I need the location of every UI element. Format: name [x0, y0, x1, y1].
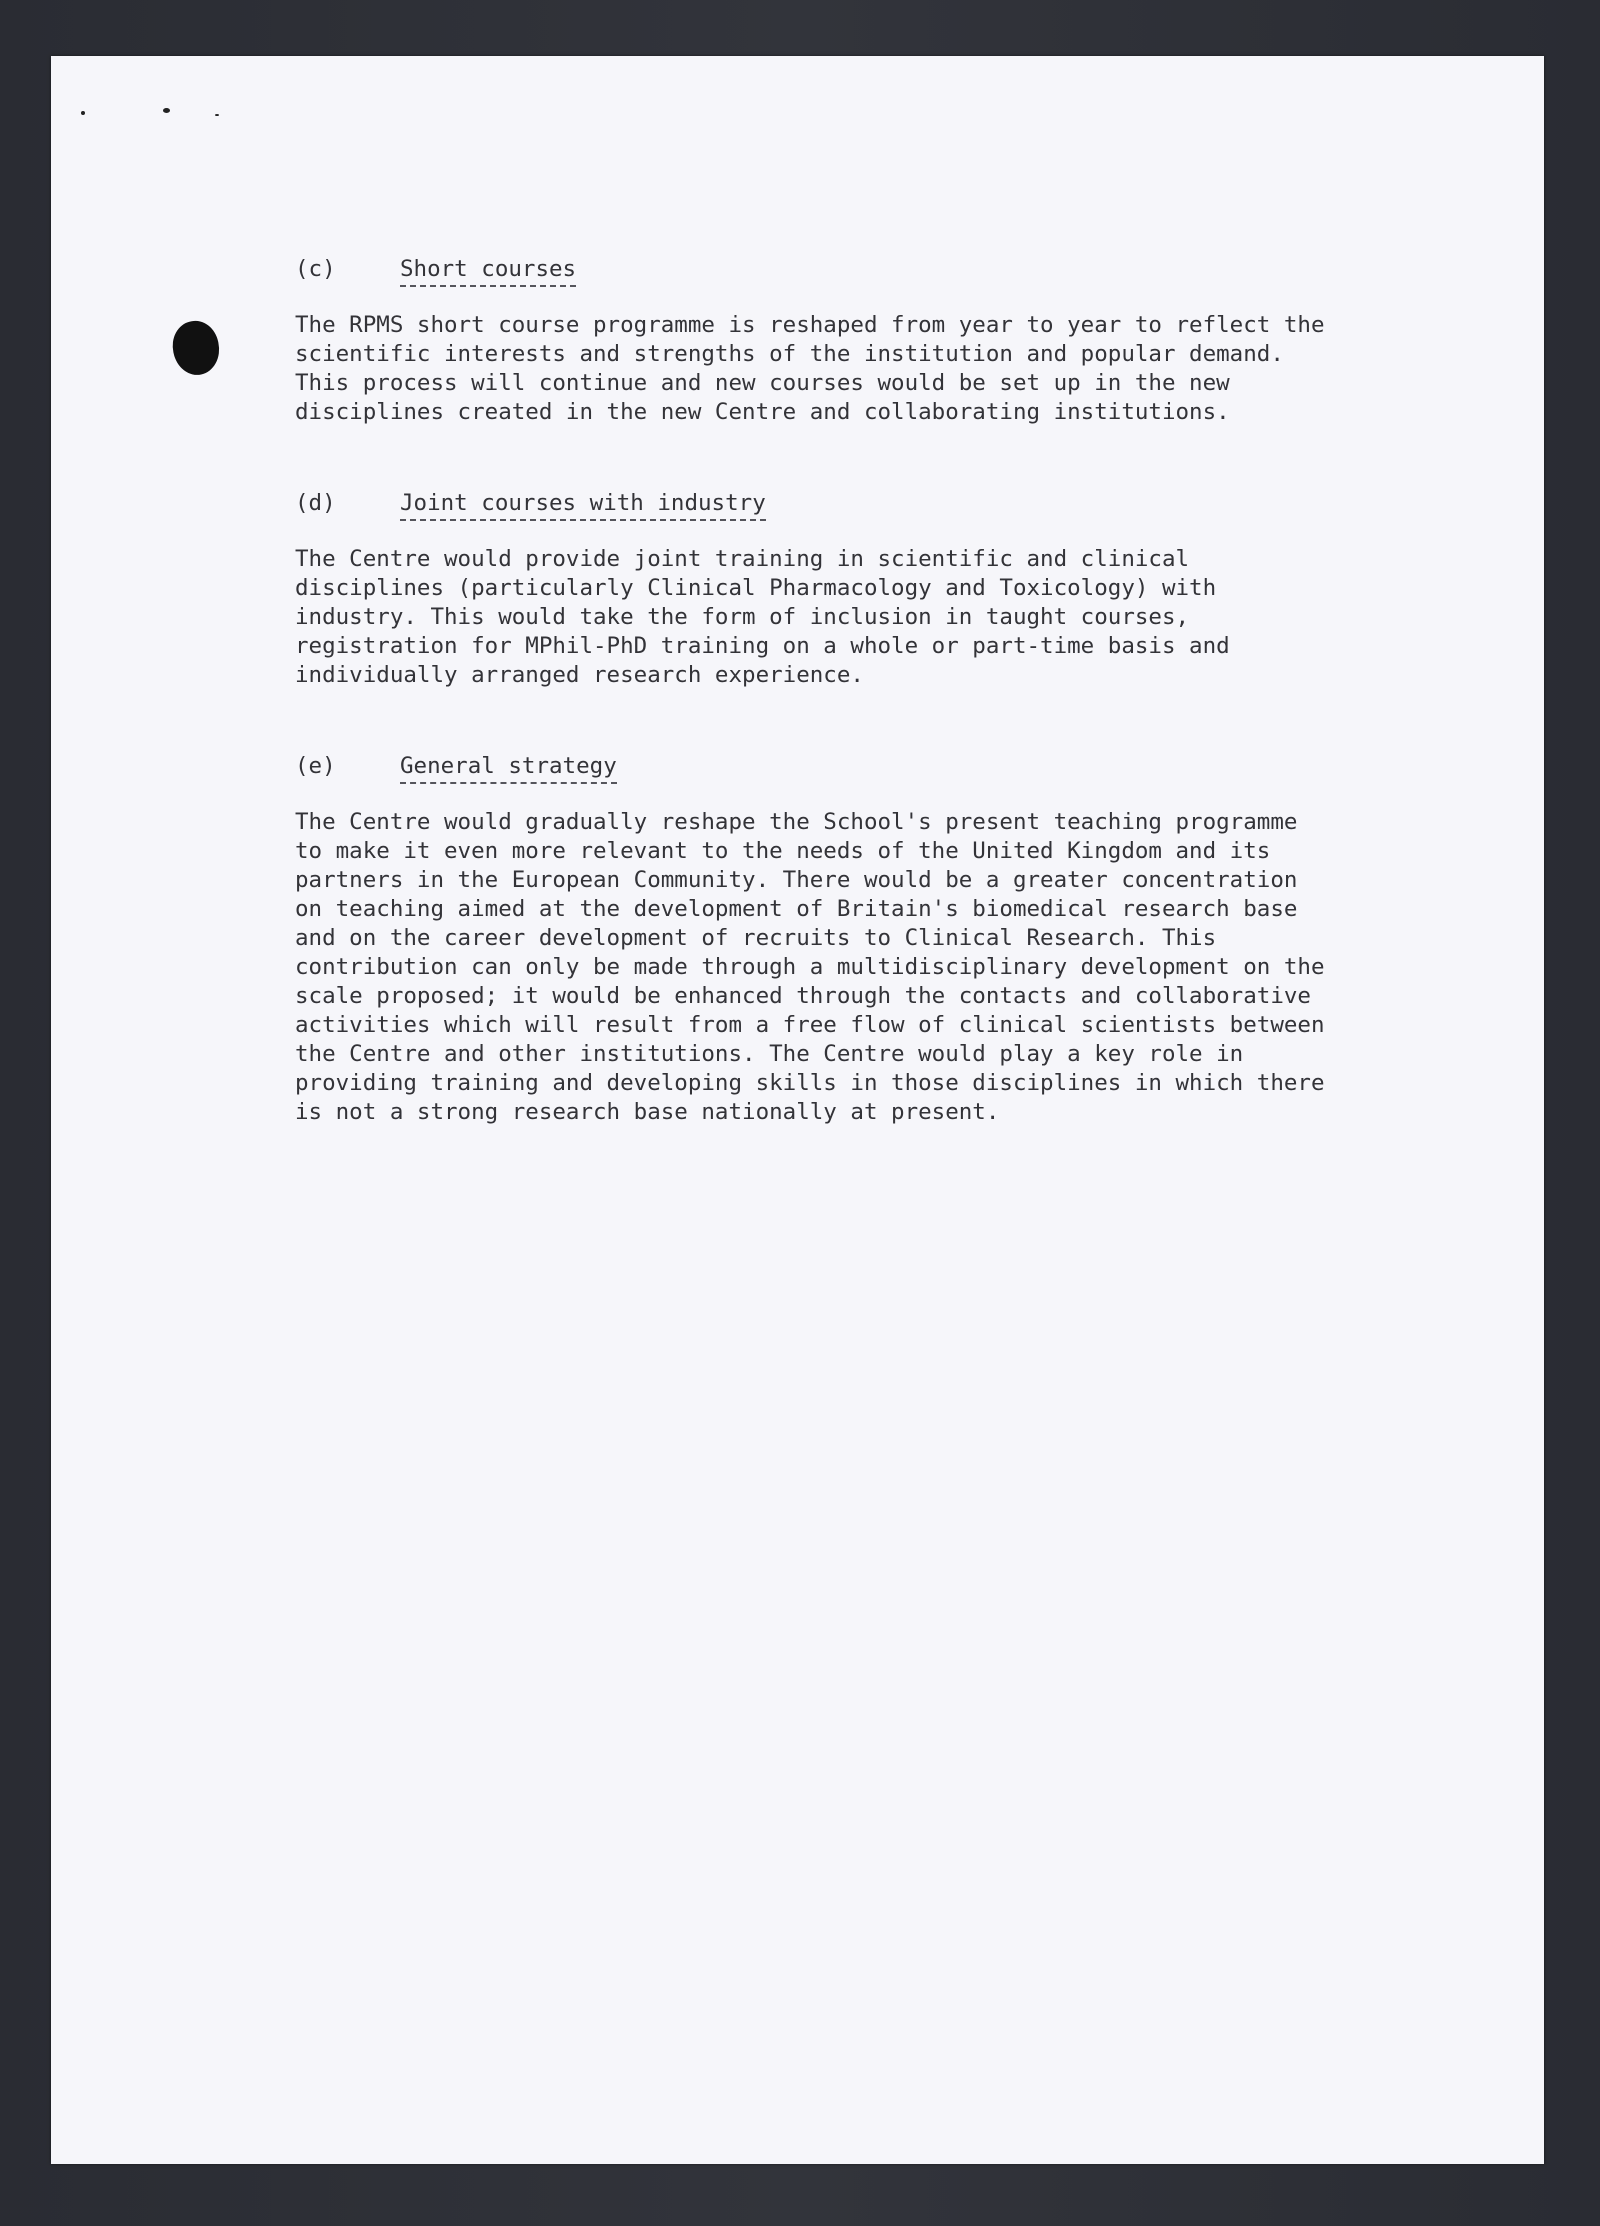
- section-heading: [295, 752, 1405, 782]
- document-body: [295, 255, 1405, 1127]
- section-heading: [295, 255, 1405, 285]
- section-general-strategy: [295, 752, 1405, 1127]
- section-title: Joint courses with industry: [400, 489, 766, 521]
- section-heading: [295, 489, 1405, 519]
- section-short-courses: [295, 255, 1405, 427]
- ink-speck: [163, 108, 170, 113]
- section-letter: (e): [295, 753, 336, 779]
- section-paragraph: The Centre would gradually reshape the School's present teaching programme to make it even more relevant to the needs of the United Kingdom and its partners in the European Community. There would be a greater concentration on teaching aimed at the development of Britain's biomedical research base and on the career development of recruits to Clinical Research. This contribution can only be made through a multidisciplinary development on the scale proposed; it would be enhanced through the contacts and collaborative activities which will result from a free flow of clinical scientists between the Centre and other institutions. The Centre would play a key role in providing training and developing skills in those disciplines in which there is not a strong research base nationally at present.: [295, 809, 1325, 1125]
- section-paragraph: The RPMS short course programme is reshaped from year to year to reflect the scientific interests and strengths of the institution and popular demand. This process will continue and new courses would be set up in the new disciplines created in the new Centre and collaborating institutions.: [295, 312, 1325, 425]
- section-title: Short courses: [400, 255, 576, 287]
- ink-speck: [215, 114, 219, 116]
- section-title: General strategy: [400, 752, 617, 784]
- punch-hole: [168, 317, 224, 379]
- section-paragraph: The Centre would provide joint training in scientific and clinical disciplines (particularly Clinical Pharmacology and Toxicology) with industry. This would take the form of inclusion in taught courses, registration for MPhil-PhD training on a whole or part-time basis and individually arranged research experience.: [295, 546, 1230, 688]
- section-letter: (c): [295, 256, 336, 282]
- section-joint-courses: [295, 489, 1405, 690]
- section-letter: (d): [295, 490, 336, 516]
- ink-speck: [81, 111, 85, 115]
